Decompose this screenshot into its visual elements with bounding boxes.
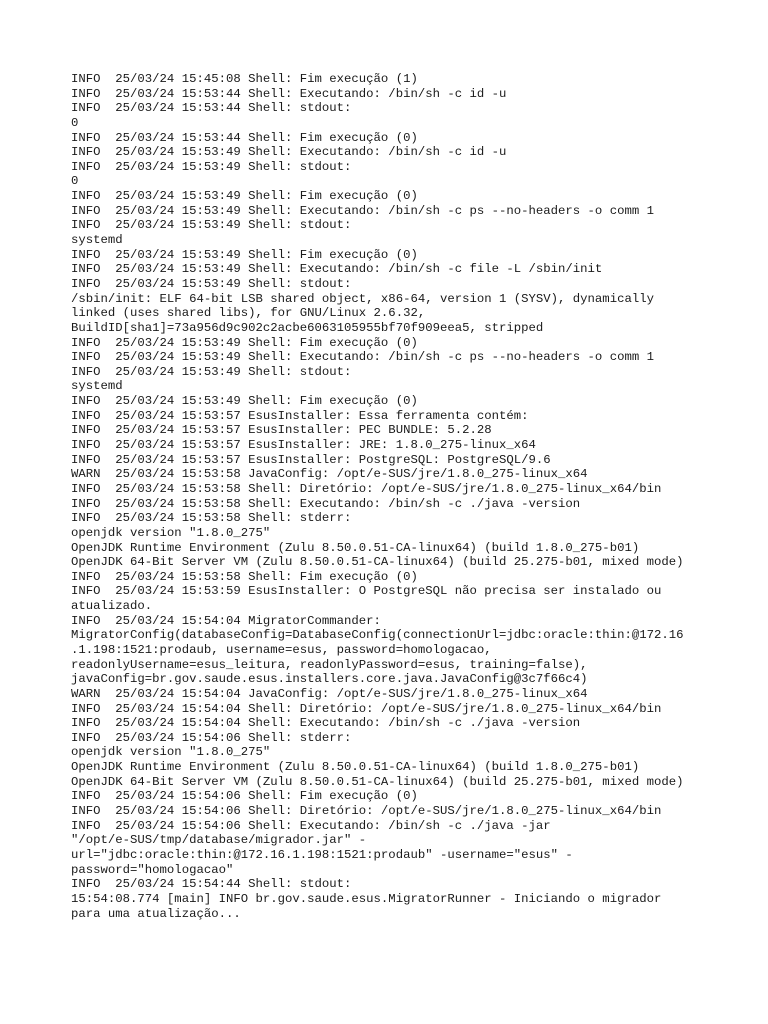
log-line: /sbin/init: ELF 64-bit LSB shared object, x86-64, version 1 (SYSV), dynamically (71, 291, 654, 306)
log-line: atualizado. (71, 599, 153, 614)
log-line: javaConfig=br.gov.saude.esus.installers.core.java.JavaConfig@3c7f66c4) (71, 672, 588, 687)
log-line: INFO 25/03/24 15:54:06 Shell: Executando: /bin/sh -c ./java -jar (71, 818, 551, 833)
log-line: INFO 25/03/24 15:53:44 Shell: Fim execução (0) (71, 130, 418, 145)
log-line: INFO 25/03/24 15:53:49 Shell: Fim execução (0) (71, 335, 418, 350)
log-line: OpenJDK 64-Bit Server VM (Zulu 8.50.0.51-CA-linux64) (build 25.275-b01, mixed mode) (71, 774, 684, 789)
log-line: INFO 25/03/24 15:53:49 Shell: Executando: /bin/sh -c ps --no-headers -o comm 1 (71, 350, 654, 365)
log-line: INFO 25/03/24 15:53:57 EsusInstaller: PostgreSQL: PostgreSQL/9.6 (71, 452, 551, 467)
log-line: linked (uses shared libs), for GNU/Linux 2.6.32, (71, 306, 426, 321)
log-line: INFO 25/03/24 15:53:58 Shell: stderr: (71, 511, 352, 526)
log-line: INFO 25/03/24 15:53:57 EsusInstaller: PEC BUNDLE: 5.2.28 (71, 423, 492, 438)
log-line: 0 (71, 174, 79, 189)
log-line: WARN 25/03/24 15:53:58 JavaConfig: /opt/e-SUS/jre/1.8.0_275-linux_x64 (71, 467, 588, 482)
log-line: INFO 25/03/24 15:54:44 Shell: stdout: (71, 877, 352, 892)
log-line: INFO 25/03/24 15:53:49 Shell: stdout: (71, 276, 352, 291)
log-line: INFO 25/03/24 15:53:49 Shell: Executando: /bin/sh -c ps --no-headers -o comm 1 (71, 203, 654, 218)
log-line: para uma atualização... (71, 906, 241, 921)
log-line: readonlyUsername=esus_leitura, readonlyPassword=esus, training=false), (71, 657, 588, 672)
log-line: INFO 25/03/24 15:53:44 Shell: Executando: /bin/sh -c id -u (71, 86, 507, 101)
log-line: INFO 25/03/24 15:53:49 Shell: Fim execução (0) (71, 189, 418, 204)
log-line: INFO 25/03/24 15:53:49 Shell: Fim execução (0) (71, 394, 418, 409)
log-line: OpenJDK 64-Bit Server VM (Zulu 8.50.0.51-CA-linux64) (build 25.275-b01, mixed mode) (71, 555, 684, 570)
log-line: MigratorConfig(databaseConfig=DatabaseConfig(connectionUrl=jdbc:oracle:thin:@172.16 (71, 628, 684, 643)
log-line: systemd (71, 233, 123, 248)
log-line: INFO 25/03/24 15:53:49 Shell: stdout: (71, 218, 352, 233)
log-line: INFO 25/03/24 15:53:49 Shell: Executando: /bin/sh -c id -u (71, 145, 507, 160)
log-line: password="homologacao" (71, 862, 234, 877)
log-line: INFO 25/03/24 15:53:58 Shell: Executando: /bin/sh -c ./java -version (71, 496, 581, 511)
log-line: INFO 25/03/24 15:53:58 Shell: Diretório: /opt/e-SUS/jre/1.8.0_275-linux_x64/bin (71, 481, 662, 496)
log-line: INFO 25/03/24 15:53:49 Shell: stdout: (71, 159, 352, 174)
log-line: url="jdbc:oracle:thin:@172.16.1.198:1521:prodaub" -username="esus" - (71, 847, 573, 862)
log-line: 0 (71, 115, 79, 130)
log-line: INFO 25/03/24 15:53:59 EsusInstaller: O PostgreSQL não precisa ser instalado ou (71, 584, 662, 599)
log-line: INFO 25/03/24 15:54:06 Shell: stderr: (71, 730, 352, 745)
log-line: INFO 25/03/24 15:53:57 EsusInstaller: JRE: 1.8.0_275-linux_x64 (71, 438, 536, 453)
log-line: INFO 25/03/24 15:45:08 Shell: Fim execução (1) (71, 72, 418, 86)
log-line: INFO 25/03/24 15:53:57 EsusInstaller: Essa ferramenta contém: (71, 408, 529, 423)
log-line: "/opt/e-SUS/tmp/database/migrador.jar" - (71, 833, 367, 848)
log-line: INFO 25/03/24 15:54:06 Shell: Diretório: /opt/e-SUS/jre/1.8.0_275-linux_x64/bin (71, 804, 662, 819)
log-line: INFO 25/03/24 15:53:44 Shell: stdout: (71, 101, 352, 116)
log-line: INFO 25/03/24 15:54:06 Shell: Fim execução (0) (71, 789, 418, 804)
log-output (71, 72, 711, 921)
log-line: INFO 25/03/24 15:53:58 Shell: Fim execução (0) (71, 569, 418, 584)
log-line: systemd (71, 379, 123, 394)
log-line: INFO 25/03/24 15:53:49 Shell: stdout: (71, 364, 352, 379)
log-line: 15:54:08.774 [main] INFO br.gov.saude.esus.MigratorRunner - Iniciando o migrador (71, 891, 662, 906)
log-line: .1.198:1521:prodaub, username=esus, password=homologacao, (71, 642, 492, 657)
log-line: INFO 25/03/24 15:54:04 Shell: Executando: /bin/sh -c ./java -version (71, 716, 581, 731)
log-line: INFO 25/03/24 15:53:49 Shell: Fim execução (0) (71, 247, 418, 262)
log-line: OpenJDK Runtime Environment (Zulu 8.50.0.51-CA-linux64) (build 1.8.0_275-b01) (71, 540, 640, 555)
log-line: WARN 25/03/24 15:54:04 JavaConfig: /opt/e-SUS/jre/1.8.0_275-linux_x64 (71, 686, 588, 701)
log-line: openjdk version "1.8.0_275" (71, 745, 271, 760)
log-line: BuildID[sha1]=73a956d9c902c2acbe6063105955bf70f909eea5, stripped (71, 320, 544, 335)
log-line: INFO 25/03/24 15:54:04 Shell: Diretório: /opt/e-SUS/jre/1.8.0_275-linux_x64/bin (71, 701, 662, 716)
log-line: OpenJDK Runtime Environment (Zulu 8.50.0.51-CA-linux64) (build 1.8.0_275-b01) (71, 760, 640, 775)
log-line: openjdk version "1.8.0_275" (71, 525, 271, 540)
log-line: INFO 25/03/24 15:53:49 Shell: Executando: /bin/sh -c file -L /sbin/init (71, 262, 603, 277)
log-line: INFO 25/03/24 15:54:04 MigratorCommander: (71, 613, 381, 628)
